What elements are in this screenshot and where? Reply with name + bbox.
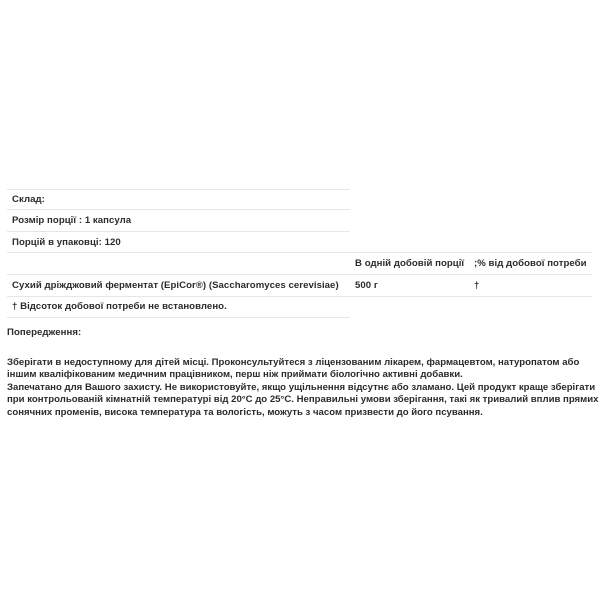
warning-line: при контрольованій кімнатній температурі від 20°C до 25°C. Неправильні умови зберігання, такі як тривалий вплив прямих bbox=[7, 394, 599, 406]
column-header-per-serving: В одній добовій порції bbox=[355, 258, 465, 269]
ingredient-name: Сухий дріжджовий ферментат (EpiCor®) (Saccharomyces cerevisiae) bbox=[12, 280, 339, 291]
divider bbox=[7, 189, 350, 190]
warning-line: Зберігати в недоступному для дітей місці. Проконсультуйтеся з ліцензованим лікарем, фармацевтом, натуропатом або bbox=[7, 357, 580, 368]
ingredient-daily-value: † bbox=[474, 280, 480, 291]
column-header-daily-value: ;% від добової потреби bbox=[474, 258, 587, 269]
divider bbox=[7, 231, 350, 232]
divider bbox=[7, 209, 350, 210]
servings-per-container: Порцій в упаковці: 120 bbox=[12, 237, 121, 248]
serving-size: Розмір порції : 1 капсула bbox=[12, 215, 132, 226]
divider bbox=[7, 317, 350, 318]
divider bbox=[7, 274, 592, 275]
warning-line: сонячних променів, висока температура та вологість, можуть з часом призвести до його псування. bbox=[7, 406, 483, 418]
divider bbox=[7, 296, 592, 297]
footnote: † Відсоток добової потреби не встановлено. bbox=[12, 301, 227, 312]
warning-line: іншим кваліфікованим медичним працівником, перш ніж приймати біологічно активні добавки. bbox=[7, 369, 463, 381]
divider bbox=[7, 252, 592, 253]
warnings-heading: Попередження: bbox=[7, 327, 82, 338]
ingredient-amount: 500 г bbox=[355, 280, 378, 291]
warning-line: Запечатано для Вашого захисту. Не використовуйте, якщо ущільнення відсутнє або зламано. Цей продукт краще зберігати bbox=[7, 381, 596, 393]
warnings-text bbox=[7, 357, 597, 419]
facts-title: Склад: bbox=[12, 194, 45, 205]
